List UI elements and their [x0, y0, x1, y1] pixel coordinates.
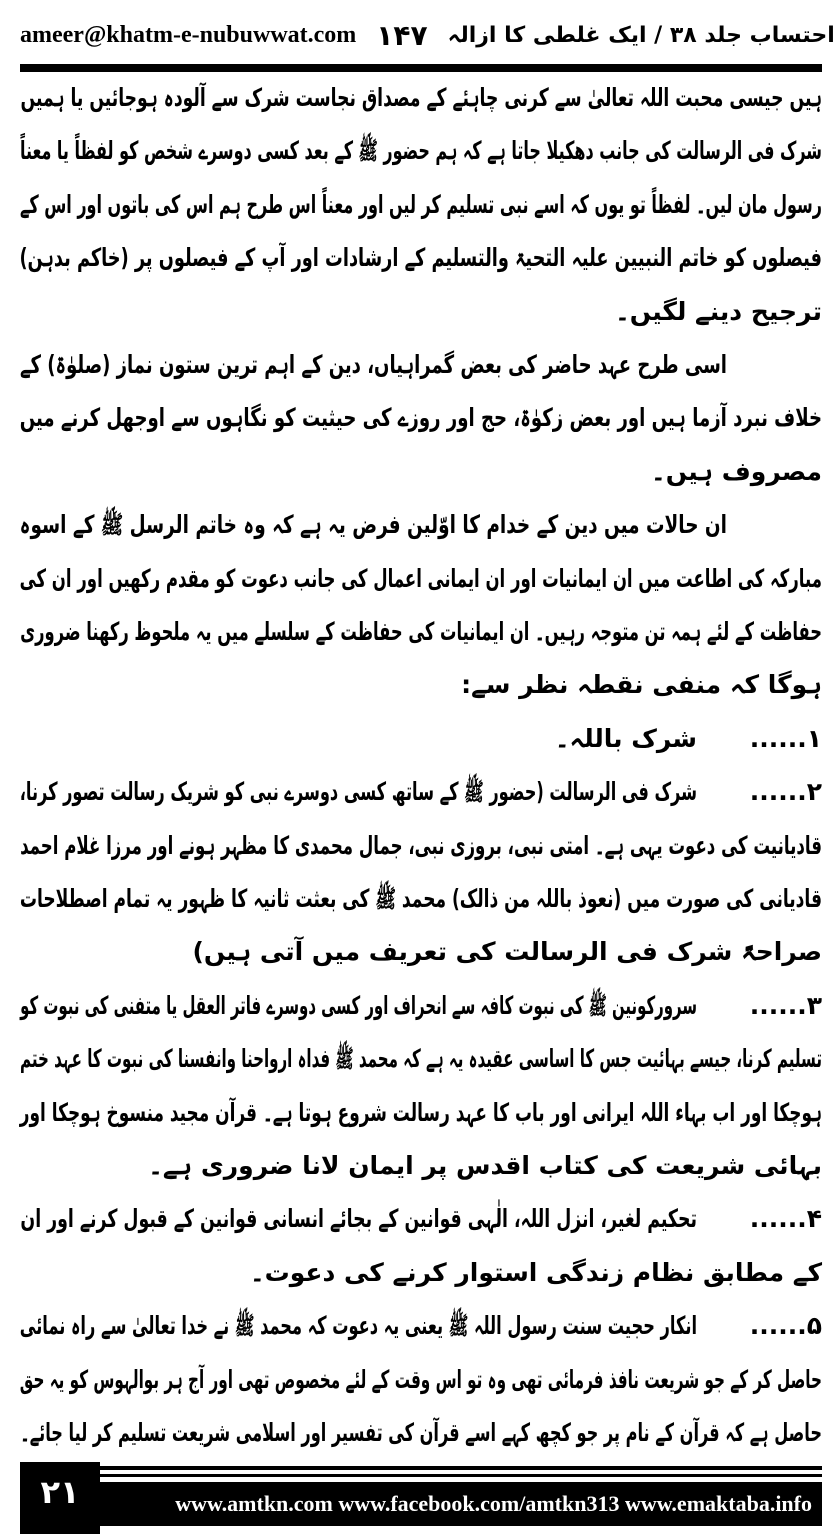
list-item [20, 1302, 822, 1350]
line-text: رسول مان لیں۔ لفظاً تو یوں کہ اسے نبی تسلیم کر لیں اور معناً اس طرح ہم اس کی باتوں اور اس کے [19, 189, 822, 219]
list-number: ۲...... [749, 777, 822, 807]
list-item [20, 1195, 822, 1243]
text-line [20, 875, 822, 923]
text-line [20, 448, 822, 496]
line-text: شرک فی الرسالت کی جانب دھکیلا جاتا ہے کہ ہم حضور ﷺ کے بعد کسی دوسرے شخص کو لفظاً یا معناً [19, 136, 822, 166]
line-text: تسلیم کرنا، جیسے بہائیت جس کا اساسی عقیدہ یہ ہے کہ محمد ﷺ فداہ ارواحنا وانفسنا کی نبوت کا عہد ختم [20, 1044, 822, 1074]
line-text: ہیں جیسی محبت اللہ تعالیٰ سے کرنی چاہئے کے مصداق نجاست شرک سے آلودہ ہوجائیں یا ہمیں [20, 83, 823, 112]
footer-page-number: ۲۱ [20, 1462, 100, 1534]
line-text: مصروف ہیں۔ [651, 456, 822, 486]
text-line [20, 1409, 822, 1457]
text-line [20, 1142, 822, 1190]
header-email: ameer@khatm-e-nubuwwat.com [20, 21, 357, 48]
text-line [20, 1249, 822, 1297]
text-line [20, 928, 822, 976]
line-text: سرورکونین ﷺ کی نبوت کافہ سے انحراف اور کسی دوسرے فاتر العقل یا متفنی کی نبوت کو [20, 990, 697, 1020]
text-line [20, 501, 822, 549]
line-text: ترجیح دینے لگیں۔ [615, 296, 822, 326]
text-line [20, 288, 822, 336]
text-line [20, 127, 822, 175]
list-number: ۳...... [749, 990, 822, 1020]
text-line [20, 74, 822, 122]
list-item [20, 982, 822, 1030]
line-text: ان حالات میں دین کے خدام کا اوّلین فرض یہ ہے کہ وہ خاتم الرسل ﷺ کے اسوہ [19, 510, 727, 540]
line-text: قادیانی کی صورت میں (نعوذ باللہ من ذالک) محمد ﷺ کی بعثت ثانیہ کا ظہور یہ تمام اصطلاحات [19, 884, 822, 913]
line-text: خلاف نبرد آزما ہیں اور بعض زکوٰۃ، حج اور روزے کی حیثیت کو نگاہوں سے اوجھل کرنے میں [19, 403, 822, 433]
text-line [20, 1356, 822, 1404]
line-text: شرک باللہ۔ [554, 723, 697, 753]
text-line [20, 555, 822, 603]
line-text: کے مطابق نظام زندگی استوار کرنے کی دعوت۔ [249, 1257, 822, 1287]
text-line [20, 1089, 822, 1137]
line-text: صراحۃً شرک فی الرسالت کی تعریف میں آتی ہیں) [192, 937, 822, 967]
footer-rule [100, 1474, 822, 1477]
line-text: حاصل کر کے جو شریعت نافذ فرمائی تھی وہ تو اس وقت کے لئے مخصوص تھی اور آج ہر بوالہوس کو یہ حق [19, 1364, 822, 1394]
line-text: انکار حجیت سنت رسول اللہ ﷺ یعنی یہ دعوت کہ محمد ﷺ نے خدا تعالیٰ سے راہ نمائی [19, 1311, 697, 1341]
page-header [20, 10, 835, 60]
text-line [20, 608, 822, 656]
list-number: ۵...... [749, 1311, 822, 1341]
line-text: شرک فی الرسالت (حضور ﷺ کے ساتھ کسی دوسرے نبی کو شریک رسالت تصور کرنا، [19, 777, 697, 807]
text-line [20, 822, 822, 870]
line-text: ہوگا کہ منفی نقطہ نظر سے: [461, 670, 822, 700]
line-text: اسی طرح عہد حاضر کی بعض گمراہیاں، دین کے اہم ترین ستون نماز (صلوٰۃ) کے [19, 350, 727, 379]
line-text: حفاظت کے لئے ہمہ تن متوجہ رہیں۔ ان ایمانیات کی حفاظت کے سلسلے میں یہ ملحوظ رکھنا ضروری [20, 617, 823, 646]
text-line [20, 181, 822, 229]
header-page-number: ۱۴۷ [376, 18, 428, 52]
text-line [20, 394, 822, 442]
list-number: ۱...... [749, 723, 822, 753]
line-text: حاصل ہے کہ قرآن کے نام پر جو کچھ کہے اسے قرآن کی تفسیر اور اسلامی شریعت تسلیم کر لیا جائے۔ [20, 1418, 823, 1447]
text-line [20, 1035, 822, 1083]
line-text: مبارکہ کی اطاعت میں ان ایمانیات اور ان ایمانی اعمال کی جانب دعوت کو مقدم رکھیں اور ان کی [19, 563, 822, 593]
line-text: بہائی شریعت کی کتاب اقدس پر ایمان لانا ضروری ہے۔ [148, 1151, 822, 1180]
header-rule [20, 64, 822, 72]
list-item [20, 715, 822, 763]
line-text: قادیانیت کی دعوت یہی ہے۔ امتی نبی، بروزی نبی، جمال محمدی کا مظہر ہونے اور مرزا غلام احمد [20, 830, 822, 860]
text-line [20, 661, 822, 709]
list-number: ۴...... [749, 1204, 822, 1234]
line-text: فیصلوں کو خاتم النبیین علیہ التحیۃ والتسلیم کے ارشادات اور آپ کے فیصلوں پر (خاکم بدہن) [19, 243, 822, 273]
text-line [20, 341, 822, 389]
text-line [20, 234, 822, 282]
line-text: ہوچکا اور اب بہاء اللہ ایرانی اور باب کا عہد رسالت شروع ہوتا ہے۔ قرآن مجید منسوخ ہوچکا اور [19, 1097, 823, 1127]
footer-rule [100, 1466, 822, 1470]
header-title: احتساب جلد ۳۸ / ایک غلطی کا ازالہ [447, 22, 835, 48]
list-item [20, 768, 822, 816]
footer-links: www.amtkn.com www.facebook.com/amtkn313 www.emaktaba.info [100, 1482, 822, 1526]
line-text: تحکیم لغیر، انزل اللہ، الٰہی قوانین کے بجائے انسانی قوانین کے قبول کرنے اور ان [20, 1204, 698, 1234]
